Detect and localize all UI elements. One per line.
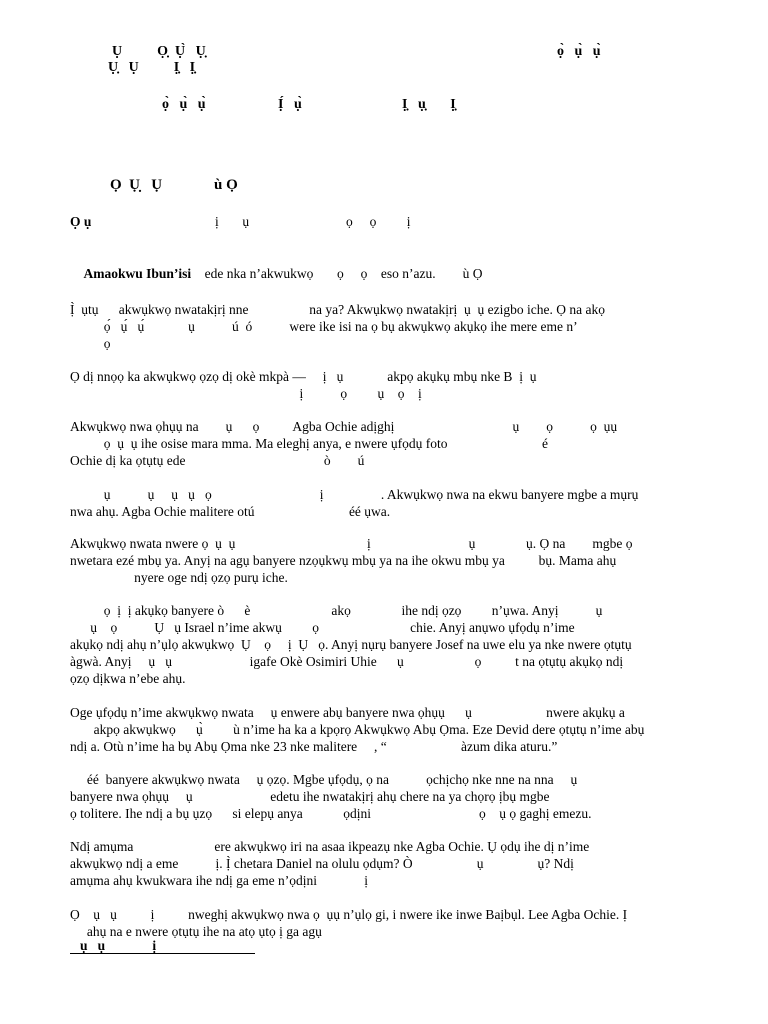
footer-underlined-text: ụ ụ ị [80,938,157,953]
paragraph-line: akwụkwọ ndị a eme ị. Ị̀ chetara Daniel na olulu ọdụm? Ò ụ ụ? Ndị [70,856,574,871]
paragraph-line: akpọ akwụkwọ ụ̀ ù n’ime ha ka a kpọrọ Akwụkwọ Abụ Ọma. Eze Devid dere ọtụtụ n’ime abụ [70,722,645,737]
subtitle-part2: ị ụ [215,214,250,229]
footer-underline-rule [70,953,255,954]
paragraph-line: ọzọ dịkwa n’ebe ahụ. [70,671,186,686]
paragraph-line: Ị̀ ụtụ akwụkwọ nwatakịrị nne na ya? Akwụkwọ nwatakịrị ụ ụ ezigbo iche. Ọ na akọ [70,302,605,317]
paragraph-line: Ndị amụma ere akwụkwọ iri na asaa ikpeazụ nke Agba Ochie. Ụ ọdụ ihe dị n’ime [70,839,590,854]
paragraph-7 [70,704,700,755]
page-title-part2: ù Ọ [214,177,238,193]
paragraph-line: ụ ọ Ụ ụ Israel n’ime akwụ ọ chie. Anyị anụwo ụfọdụ n’ime [70,620,575,635]
page-title-part1: Ọ Ụ̣ Ụ [110,177,163,193]
paragraph-3 [70,418,700,469]
paragraph-4 [70,486,700,520]
header-line1-left: Ụ Ọ̣ Ụ̀ Ụ̣ [112,44,206,59]
paragraph-1 [70,301,700,352]
paragraph-line: banyere nwa ọhụụ ụ edetu ihe nwatakịrị ahụ chere na ya chọrọ ịbụ mgbe [70,789,550,804]
header-line2-left: Ụ̣ Ụ Ị̣ Ị̣ [108,60,196,75]
paragraph-line: akụkọ ndị ahụ n’ụlọ akwụkwọ Ụ ọ ị Ụ ọ. Anyị nụrụ banyere Josef na uwe elu ya nke nwere ọtụtụ [70,637,632,652]
paragraph-line: ahụ na e nwere ọtụtụ ihe na atọ ụtọ ị ga agụ [70,924,322,939]
subtitle-part1: Ọ ụ [70,214,92,229]
subtitle-part3: ọ ọ ị [346,214,411,229]
intro-text: ede nka n’akwukwọ ọ ọ eso n’azu. ù Ọ [204,266,483,281]
paragraph-2 [70,368,700,402]
paragraph-line: ndị a. Otù n’ime ha bụ Abụ Ọma nke 23 nke malitere , “ àzum dika aturu.” [70,739,558,754]
paragraph-line: ọ ụ ụ ihe osise mara mma. Ma eleghị anya, e nwere ụfọdụ foto é [70,436,549,451]
paragraph-line: Akwụkwọ nwata nwere ọ ụ ụ ị ụ ụ. Ọ na mgbe ọ [70,536,633,551]
paragraph-line: ọ ị ị akụkọ banyere ò è akọ ihe ndị ọzọ n’ụwa. Anyị ụ [70,603,603,618]
paragraph-9 [70,838,700,889]
paragraph-line: éé banyere akwụkwọ nwata ụ ọzọ. Mgbe ụfọdụ, ọ na ọchịchọ nke nne na nna ụ [70,772,578,787]
header-line3-a: ọ̀ ụ̀ ụ̀ [162,97,206,112]
paragraph-line: Ochie dị ka ọtụtụ ede ò ú [70,453,365,468]
header-line1-right: ọ̀ ụ̀ ụ̀ [557,44,601,59]
paragraph-8 [70,771,700,822]
paragraph-10 [70,906,700,940]
paragraph-line: nwetara ezé mbụ ya. Anyị na agụ banyere nzọụkwụ mbụ ya na ihe okwu mbụ ya bụ. Mama ahụ [70,553,617,568]
paragraph-6 [70,602,700,687]
paragraph-line: ị ọ ụ ọ ị [70,386,422,401]
paragraph-line: àgwà. Anyị ụ ụ igafe Okè Osimiri Uhie ụ ọ t na ọtụtụ akụkọ ndị [70,654,624,669]
paragraph-line: Oge ụfọdụ n’ime akwụkwọ nwata ụ enwere abụ banyere nwa ọhụụ ụ nwere akụkụ a [70,705,625,720]
paragraph-line: amụma ahụ kwukwara ihe ndị ga eme n’ọdịni ị [70,873,369,888]
paragraph-line: Ọ dị nnọọ ka akwụkwọ ọzọ dị okè mkpà — ị ụ akpọ akụkụ mbụ nke B ị ụ [70,369,537,384]
paragraph-line: ọ [70,336,111,351]
paragraph-line: ụ ụ ụ ụ ọ ị . Akwụkwọ nwa na ekwu banyere mgbe a mụrụ [70,487,639,502]
paragraph-line: ọ tolitere. Ihe ndị a bụ ụzọ si elepụ anya ọdịni ọ ụ ọ gaghị emezu. [70,806,592,821]
header-line3-c: Ị̣ ụ̣ Ị̣ [402,97,456,112]
header-line3-b: Ị́ ụ̀ [278,97,302,112]
paragraph-5 [70,535,700,586]
intro-bold-label: Amaokwu Ibun’isi [83,266,192,281]
paragraph-line: Akwụkwọ nwa ọhụụ na ụ ọ Agba Ochie adịghị ụ ọ ọ ụụ [70,419,618,434]
intro-line [70,250,482,298]
paragraph-line: ọ́ ụ́ ụ́ ụ ú ó were ike isi na ọ bụ akwụkwọ akụkọ ihe mere eme n’ [70,319,578,334]
paragraph-line: Ọ ụ ụ ị nweghị akwụkwọ nwa ọ ụụ n’ụlọ gi, i nwere ike inwe Baịbụl. Lee Agba Ochie. Ị [70,907,628,922]
paragraph-line: nyere oge ndị ọzọ purụ iche. [70,570,288,585]
paragraph-line: nwa ahụ. Agba Ochie malitere otú éé ụwa. [70,504,391,519]
